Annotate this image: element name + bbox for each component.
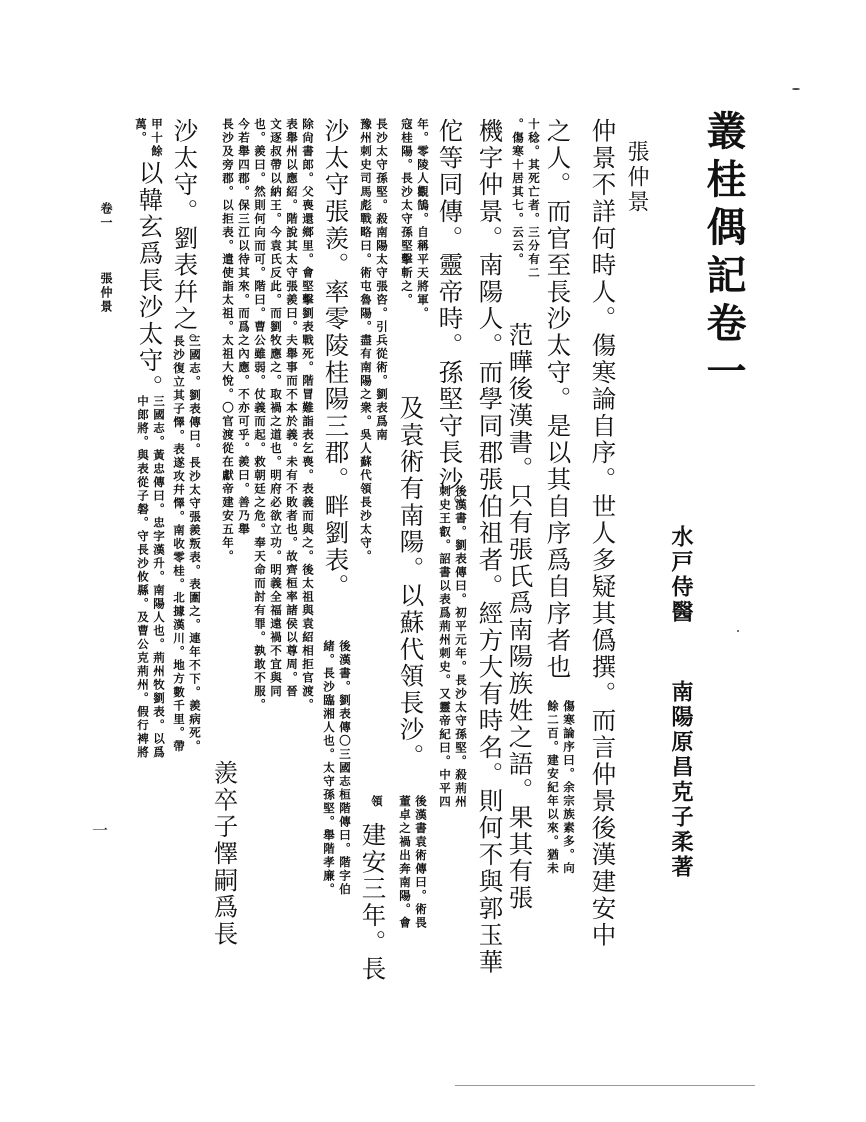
annotation-line: 長沙及旁郡。以拒表。遣使詣太祖。太祖大悅。〇官渡從在獻帝建安五年。 (221, 118, 235, 564)
annotation-line: 。傷寒十居其七。云云。 (511, 118, 525, 267)
annotation-line: 董卓之禍出奔南陽。會 (398, 795, 412, 930)
annotation-line: 刺史王叡。詔書以表爲荊州刺史。又靈帝紀曰。中平四 (438, 485, 452, 809)
scan-artifact-speck (792, 88, 800, 90)
annotation-line: 中郎將。與表從子磐。守長沙攸縣。及曹公克荊州。假行裨將 (136, 395, 150, 760)
annotation-line: 後漢書。劉表傳曰。初平元年。長沙太守孫堅。殺荊州 (454, 485, 468, 809)
annotation-line: 年。零陵人觀鵠。自稱平天將軍。 (416, 118, 430, 321)
text-column-1: 仲景不詳何時人。傷寒論自序。世人多疑其僞撰。而言仲景後漢建安中 (588, 118, 618, 949)
annotation-line: 甲十餘 (150, 118, 164, 159)
main-text: 之人。而官至長沙太守。是以其自序爲自序者也 (543, 118, 573, 681)
page-number: 一 (92, 821, 109, 840)
annotation-line: 文逐叔帶以納王。今袁氏反此。而劉牧應之。取禍之道也。明府必欲立功。明義全福遠禍不宜與同 (269, 118, 283, 699)
book-title: 叢桂偶記卷一 (700, 110, 747, 398)
main-text: 佗等同傳。靈帝時。孫堅守長沙。 (435, 118, 465, 520)
annotation-line: 表舉州以應紹。階說其太守張羨曰。夫舉事而不本於義。未有不敗者也。故齊桓率諸侯以尊周。晉 (285, 118, 299, 699)
annotation-line: 長沙復立其子懌。表遂攻幷懌。南收零桂。北據漢川。地方數千里。帶 (172, 335, 186, 754)
section-title: 張仲景 (624, 140, 649, 215)
main-text: 羨卒子懌嗣爲長 (210, 760, 240, 948)
main-text: 沙太守。劉表幷之。 (170, 118, 200, 360)
annotation-line: 餘二百。建安紀年以來。猶未 (546, 700, 560, 876)
annotation-line: 也。羨曰。然則何向而可。階曰。曹公雖弱。仗義而起。救朝廷之危。奉天命而討有罪。孰敢不服。 (253, 118, 267, 712)
main-text: 以韓玄爲長沙太守。 (135, 160, 165, 402)
main-text: 建安三年。長 (358, 822, 388, 983)
text-column-4: 機字仲景。南陽人。而學同郡張伯祖者。經方大有時名。則何不與郭玉華 (475, 118, 505, 976)
annotation-line: 緒。長沙臨湘人也。太守孫堅。舉階孝廉。 (322, 640, 336, 897)
annotation-line: 寇桂陽。長沙太守孫堅擊斬之。 (400, 118, 414, 307)
annotation-line: 今若舉四郡。保三江以待其來。而爲之內應。不亦可乎。羨曰。善乃舉 (237, 118, 251, 537)
main-text: 沙太守張羨。率零陵桂陽三郡。畔劉表。 (321, 118, 351, 601)
scan-artifact-speck (737, 630, 739, 632)
annotation-line: 三國志。劉表傳曰。長沙太守張羨叛表。表圍之。連年不下。羨病死。 (188, 335, 202, 754)
annotation-small-char: 領 (370, 795, 384, 809)
annotation-line: 長沙太守孫堅。殺南陽太守張咨。引兵從術。劉表爲南 (375, 118, 389, 442)
annotation-line: 後漢書袁術傳曰。術畏 (414, 795, 428, 930)
footer-volume: 卷一 (99, 202, 113, 230)
author-origin: 水戸侍醫 (668, 525, 694, 625)
main-text: 及袁術有南陽。以蘇代領長沙。 (396, 395, 426, 771)
annotation-line: 十稔。其死亡者。三分有二 (527, 118, 541, 280)
main-text: 范曄後漢書。只有張氏爲南陽族姓之語。果其有張 (505, 322, 535, 912)
annotation-line: 豫州刺史司馬彪戰略曰。術屯魯陽。盡有南陽之衆。吳人蘇代領長沙太守。 (359, 118, 373, 564)
scan-artifact-line (455, 1085, 755, 1086)
author-name: 南陽原昌克子柔著 (668, 680, 694, 880)
annotation-line: 除尙書郎。父喪還鄉里。會堅擊劉表戰死。階冒難詣表乞喪。表義而與之。後太祖與袁紹相拒官渡。 (301, 118, 315, 712)
annotation-line: 萬。 (134, 118, 148, 145)
annotation-line: 後漢書。劉表傳〇三國志桓階傳曰。階字伯 (338, 640, 352, 897)
annotation-line: 傷寒論序曰。余宗族素多。向 (562, 700, 576, 876)
footer-chapter: 張仲景 (99, 272, 113, 314)
annotation-line: 三國志。黃忠傳曰。忠字漢升。南陽人也。荊州牧劉表。以爲 (152, 395, 166, 760)
